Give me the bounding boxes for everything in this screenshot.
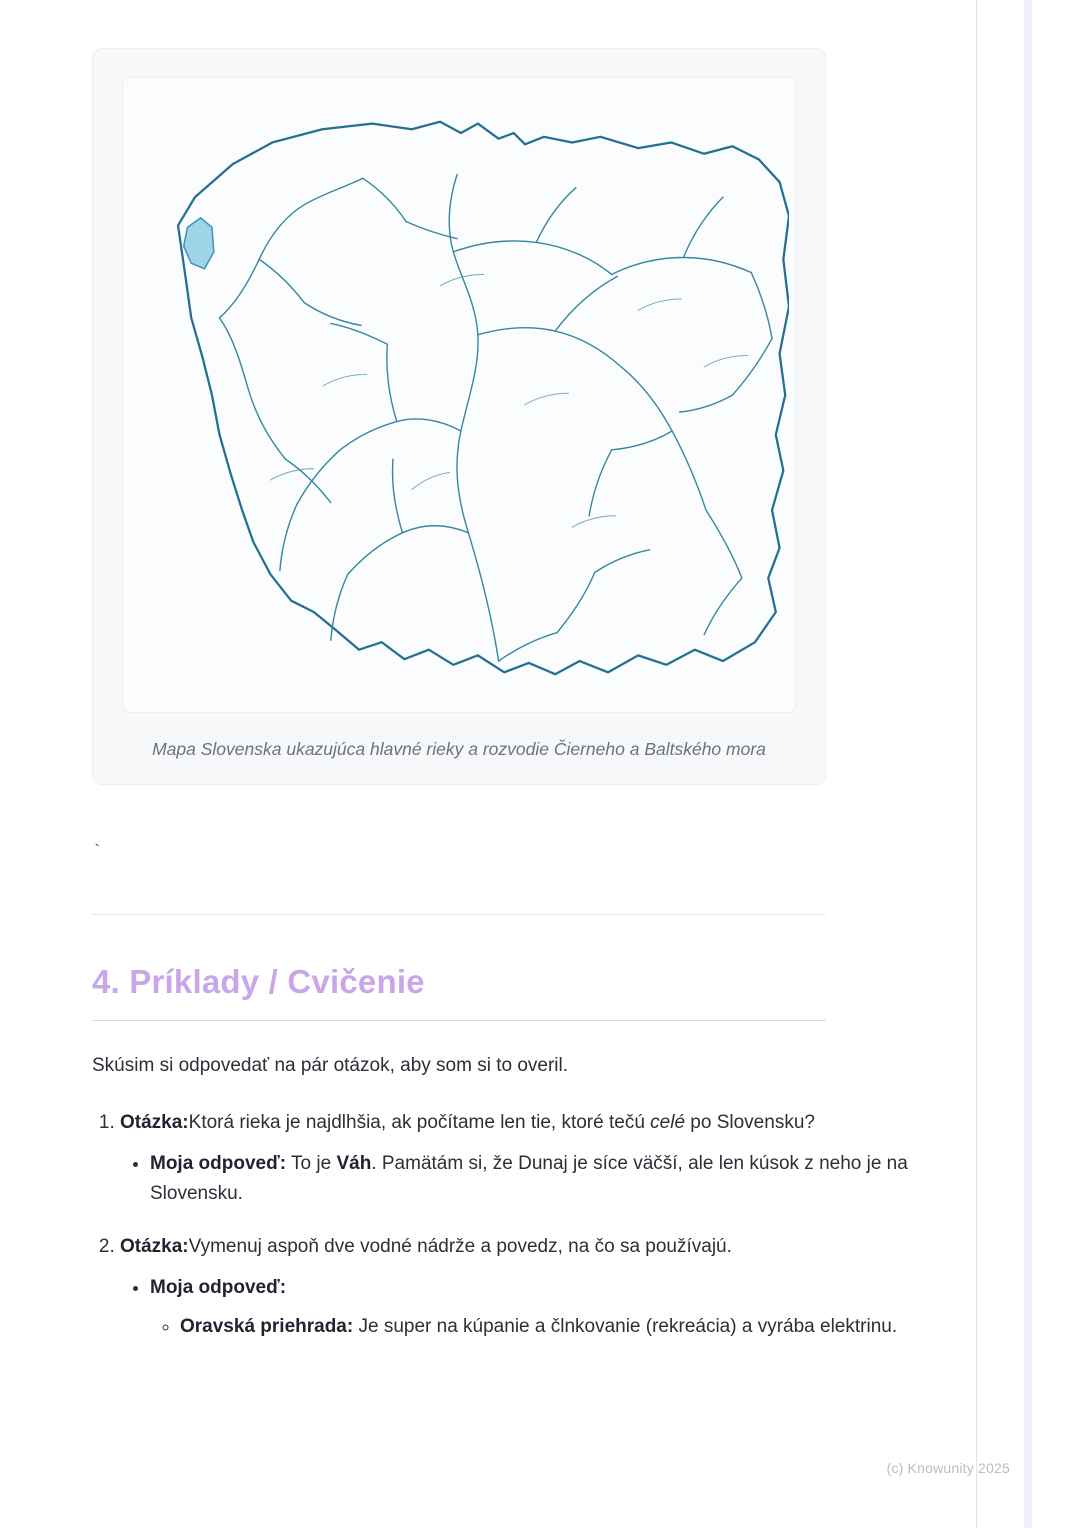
question-text-part-1: Ktorá rieka je najdlhšia, ak počítame len tie, ktoré tečú	[188, 1111, 651, 1133]
stray-backtick-text: `	[92, 843, 103, 863]
page-edge-rule	[976, 0, 977, 1528]
map-image	[122, 77, 796, 713]
sub-answer-text: Je super na kúpanie a člnkovanie (rekreácia) a vyrába elektrinu.	[353, 1315, 898, 1337]
question-emphasis: celé	[650, 1111, 686, 1133]
list-item	[120, 1108, 910, 1210]
answer-label: Moja odpoveď:	[150, 1276, 287, 1298]
answer-sub-list	[150, 1312, 910, 1343]
question-text-part-1: Vymenuj aspoň dve vodné nádrže a povedz, na čo sa používajú.	[188, 1236, 732, 1258]
question-list	[92, 1108, 910, 1343]
answer-text-part-2: . Pamätám si, že Dunaj je síce väčší, ale len kúsok z neho je na Slovensku.	[150, 1152, 908, 1205]
question-text-part-2: po Slovensku?	[685, 1111, 815, 1133]
list-item	[150, 1149, 910, 1211]
section-intro-text: Skúsim si odpovedať na pár otázok, aby som si to overil.	[92, 1055, 569, 1077]
list-item	[180, 1312, 910, 1343]
question-label: Otázka:	[120, 1111, 189, 1133]
question-label: Otázka:	[120, 1236, 189, 1258]
footer-credit: (c) Knowunity 2025	[886, 1460, 1010, 1476]
answer-highlight: Váh	[336, 1152, 372, 1174]
list-item	[150, 1273, 910, 1343]
page-edge-accent-band	[1024, 0, 1032, 1528]
answer-list	[120, 1149, 910, 1211]
figure-card	[92, 48, 826, 785]
page-title: 4. Príklady / Cvičenie	[92, 961, 826, 1021]
section-divider	[92, 914, 826, 915]
answer-label: Moja odpoveď:	[150, 1152, 287, 1174]
answer-text-part-1: To je	[286, 1152, 337, 1174]
sub-answer-term: Oravská priehrada:	[180, 1315, 354, 1337]
answer-list	[120, 1273, 910, 1343]
figure-caption: Mapa Slovenska ukazujúca hlavné rieky a rozvodie Čierneho a Baltského mora	[152, 739, 766, 760]
list-item	[120, 1232, 910, 1342]
